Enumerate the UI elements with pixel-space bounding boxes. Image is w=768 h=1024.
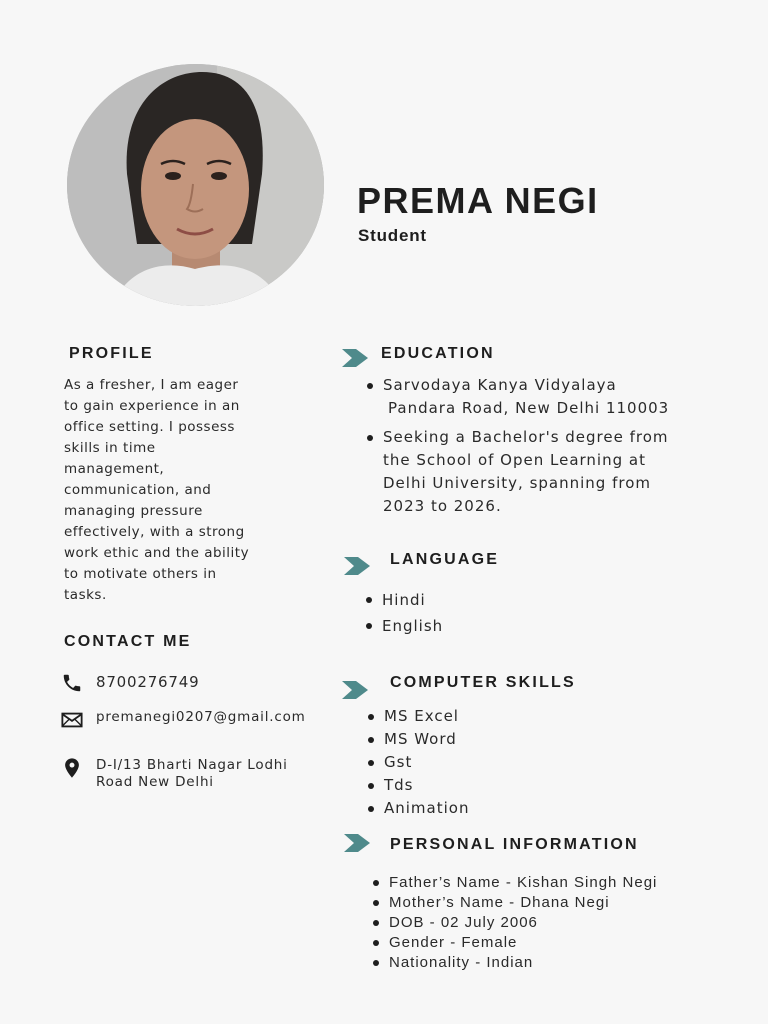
profile-photo — [67, 64, 324, 306]
email-address[interactable]: premanegi0207@gmail.com — [96, 709, 306, 725]
education-item — [365, 374, 695, 420]
contact-address-row — [60, 757, 288, 791]
personal-info-item: Father’s Name - Kishan Singh Negi — [371, 873, 701, 893]
education-list — [365, 374, 695, 518]
job-title: Student — [358, 226, 427, 245]
address-line-1: D-I/13 Bharti Nagar Lodhi — [96, 757, 288, 773]
contact-phone-row — [60, 672, 199, 694]
address — [96, 757, 288, 791]
location-pin-icon — [60, 757, 84, 779]
education-item — [365, 426, 695, 518]
profile-heading: PROFILE — [69, 345, 154, 362]
skill-item: Tds — [366, 774, 566, 797]
personal-info-item: Mother’s Name - Dhana Negi — [371, 893, 701, 913]
education-school: Sarvodaya Kanya Vidyalaya — [383, 376, 617, 394]
language-heading: LANGUAGE — [390, 551, 500, 568]
personal-info-item: Gender - Female — [371, 933, 701, 953]
phone-number[interactable]: 8700276749 — [96, 673, 200, 691]
education-degree-line-3: Delhi University, spanning from — [383, 474, 652, 492]
contact-email-row — [60, 709, 306, 731]
chevron-arrow-icon — [344, 557, 370, 575]
education-school-address: Pandara Road, New Delhi 110003 — [388, 399, 670, 417]
personal-info-item: Nationality - Indian — [371, 953, 701, 973]
skill-item: Gst — [366, 751, 566, 774]
personal-information-heading: PERSONAL INFORMATION — [390, 836, 639, 853]
chevron-arrow-icon — [344, 834, 370, 852]
phone-icon — [60, 672, 84, 694]
education-heading: EDUCATION — [381, 345, 495, 362]
education-degree-line-4: 2023 to 2026. — [383, 497, 502, 515]
chevron-arrow-icon — [342, 681, 368, 699]
language-list — [364, 587, 564, 639]
personal-information-list — [371, 873, 701, 973]
skill-item: MS Excel — [366, 705, 566, 728]
education-degree-line-2: the School of Open Learning at — [383, 451, 646, 469]
language-item: Hindi — [364, 587, 564, 613]
skill-item: MS Word — [366, 728, 566, 751]
personal-info-item: DOB - 02 July 2006 — [371, 913, 701, 933]
computer-skills-list — [366, 705, 566, 820]
chevron-arrow-icon — [342, 349, 368, 367]
education-degree-line-1: Seeking a Bachelor's degree from — [383, 428, 669, 446]
computer-skills-heading: COMPUTER SKILLS — [390, 674, 576, 691]
skill-item: Animation — [366, 797, 566, 820]
language-item: English — [364, 613, 564, 639]
envelope-icon — [60, 709, 84, 731]
full-name: PREMA NEGI — [357, 180, 599, 221]
contact-heading: CONTACT ME — [64, 633, 192, 650]
address-line-2: Road New Delhi — [96, 774, 214, 790]
profile-summary: As a fresher, I am eager to gain experience in an office setting. I possess skills in time management, communication, and managing pressure effectively, with a strong work ethic and the ability to motivate others in tasks. — [64, 377, 250, 603]
